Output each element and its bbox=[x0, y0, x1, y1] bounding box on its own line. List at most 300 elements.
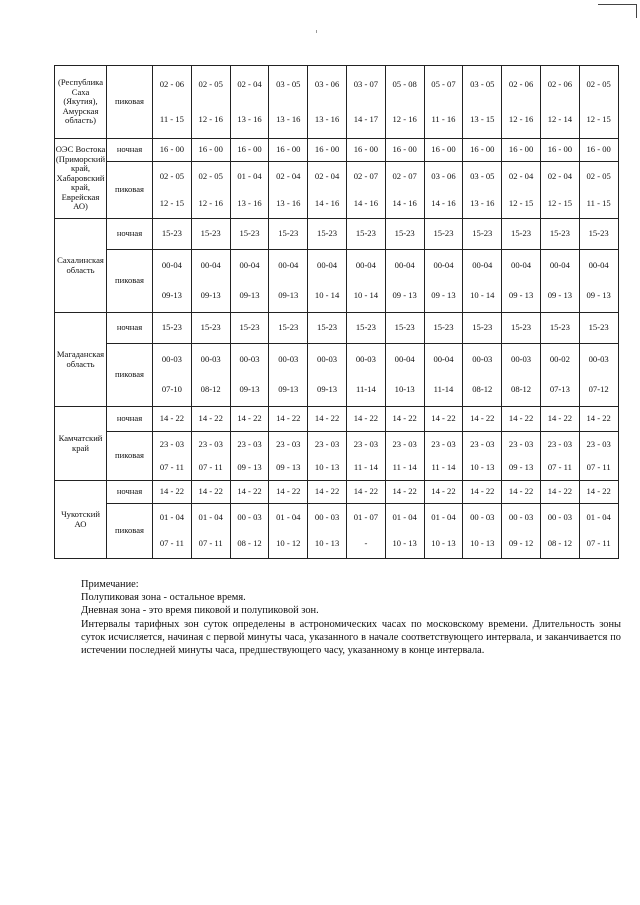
interval-cell bbox=[269, 162, 308, 219]
interval-value: 07 - 11 bbox=[586, 461, 611, 472]
interval-value: 10 - 13 bbox=[431, 538, 456, 549]
interval-cell bbox=[191, 162, 230, 219]
interval-cell bbox=[230, 313, 269, 344]
interval-value: 00 - 03 bbox=[508, 512, 534, 523]
interval-value: 14 - 22 bbox=[392, 413, 417, 424]
interval-value: 15-23 bbox=[239, 228, 260, 239]
interval-value: 23 - 03 bbox=[547, 438, 573, 449]
interval-value: 03 - 07 bbox=[353, 78, 379, 89]
interval-cell bbox=[308, 250, 347, 313]
table-row bbox=[55, 432, 619, 481]
interval-value: 14 - 22 bbox=[276, 413, 301, 424]
interval-cell bbox=[308, 139, 347, 162]
interval-value: 01 - 04 bbox=[392, 512, 417, 523]
interval-value: 16 - 00 bbox=[353, 144, 379, 155]
interval-value: 09 - 13 bbox=[431, 290, 456, 301]
zone-name: пиковая bbox=[107, 504, 153, 559]
interval-value: 02 - 04 bbox=[314, 170, 340, 181]
interval-value: 02 - 04 bbox=[276, 170, 301, 181]
zone-name: пиковая bbox=[107, 250, 153, 313]
interval-cell bbox=[308, 344, 347, 407]
interval-value: 15-23 bbox=[472, 228, 493, 239]
interval-value: 09-13 bbox=[317, 384, 338, 395]
interval-cell bbox=[385, 313, 424, 344]
interval-cell bbox=[191, 313, 230, 344]
region-name: Магаданская область bbox=[55, 313, 107, 407]
interval-cell bbox=[230, 504, 269, 559]
interval-cell bbox=[424, 162, 463, 219]
interval-cell bbox=[346, 250, 385, 313]
table-row bbox=[55, 481, 619, 504]
interval-value: 15-23 bbox=[355, 228, 376, 239]
table-row bbox=[55, 250, 619, 313]
interval-value: 02 - 04 bbox=[508, 170, 534, 181]
interval-value: 16 - 00 bbox=[392, 144, 417, 155]
region-name: Чукотский АО bbox=[55, 481, 107, 559]
interval-value: 12 - 15 bbox=[547, 197, 573, 208]
interval-cell bbox=[191, 432, 230, 481]
interval-cell bbox=[230, 66, 269, 139]
interval-value: 16 - 00 bbox=[586, 144, 611, 155]
interval-value: 13 - 16 bbox=[470, 197, 495, 208]
interval-cell bbox=[269, 219, 308, 250]
interval-value: 10 - 12 bbox=[276, 538, 301, 549]
interval-value: 16 - 00 bbox=[431, 144, 456, 155]
region-name: Сахалинская область bbox=[55, 219, 107, 313]
interval-value: 15-23 bbox=[161, 322, 182, 333]
interval-cell bbox=[346, 504, 385, 559]
interval-value: 00-04 bbox=[317, 260, 338, 271]
interval-cell bbox=[269, 344, 308, 407]
interval-cell bbox=[579, 219, 618, 250]
interval-value: 00-04 bbox=[511, 260, 532, 271]
interval-value: 03 - 05 bbox=[276, 78, 301, 89]
interval-value: 10 - 13 bbox=[314, 461, 340, 472]
interval-value: 00 - 03 bbox=[470, 512, 495, 523]
interval-cell bbox=[191, 407, 230, 432]
interval-cell bbox=[346, 344, 385, 407]
interval-value: 00-04 bbox=[433, 260, 454, 271]
interval-cell bbox=[153, 219, 192, 250]
interval-value: 09-13 bbox=[239, 384, 260, 395]
interval-value: 09 - 13 bbox=[392, 290, 417, 301]
interval-value: 14 - 22 bbox=[508, 413, 534, 424]
interval-value: 07-10 bbox=[161, 384, 182, 395]
interval-value: 16 - 00 bbox=[470, 144, 495, 155]
interval-value: 12 - 15 bbox=[586, 113, 611, 124]
interval-value: 01 - 04 bbox=[431, 512, 456, 523]
interval-cell bbox=[346, 219, 385, 250]
interval-value: 15-23 bbox=[161, 228, 182, 239]
interval-cell bbox=[540, 344, 579, 407]
interval-value: 14 - 22 bbox=[547, 486, 573, 497]
interval-value: 10 - 13 bbox=[470, 538, 495, 549]
interval-value: 23 - 03 bbox=[159, 438, 185, 449]
interval-cell bbox=[579, 162, 618, 219]
interval-value: 15-23 bbox=[549, 228, 570, 239]
interval-cell bbox=[463, 139, 502, 162]
interval-value: 00-03 bbox=[511, 354, 532, 365]
interval-cell bbox=[153, 481, 192, 504]
interval-cell bbox=[540, 313, 579, 344]
interval-value: 00-04 bbox=[433, 354, 454, 365]
table-row bbox=[55, 313, 619, 344]
interval-cell bbox=[191, 139, 230, 162]
interval-value: 15-23 bbox=[588, 228, 609, 239]
interval-value: 09 - 13 bbox=[237, 461, 262, 472]
interval-value: 09-13 bbox=[278, 384, 299, 395]
interval-value: 00-04 bbox=[549, 260, 570, 271]
interval-value: 00-03 bbox=[588, 354, 609, 365]
interval-value: 16 - 00 bbox=[159, 144, 185, 155]
interval-value: 11-14 bbox=[433, 384, 454, 395]
interval-cell bbox=[153, 162, 192, 219]
notes-block bbox=[81, 578, 621, 657]
interval-cell bbox=[424, 504, 463, 559]
interval-value: 23 - 03 bbox=[508, 438, 534, 449]
interval-cell bbox=[153, 504, 192, 559]
interval-value: 07 - 11 bbox=[198, 461, 223, 472]
interval-cell bbox=[308, 162, 347, 219]
interval-value: 16 - 00 bbox=[508, 144, 534, 155]
interval-cell bbox=[346, 407, 385, 432]
interval-value: 02 - 06 bbox=[159, 78, 185, 89]
interval-value: 12 - 16 bbox=[198, 113, 223, 124]
interval-cell bbox=[579, 139, 618, 162]
interval-value: 14 - 16 bbox=[431, 197, 456, 208]
interval-value: 00-04 bbox=[278, 260, 299, 271]
interval-value: 00 - 03 bbox=[547, 512, 573, 523]
interval-value: 15-23 bbox=[433, 228, 454, 239]
interval-value: 12 - 15 bbox=[508, 197, 534, 208]
table-row bbox=[55, 66, 619, 139]
interval-value: 10 - 13 bbox=[314, 538, 340, 549]
interval-value: 09-13 bbox=[161, 290, 182, 301]
interval-value: 09-13 bbox=[278, 290, 299, 301]
interval-value: 00-03 bbox=[239, 354, 260, 365]
interval-value: 15-23 bbox=[511, 228, 532, 239]
interval-value: 02 - 07 bbox=[353, 170, 379, 181]
interval-cell bbox=[424, 344, 463, 407]
interval-value: 09 - 13 bbox=[586, 290, 611, 301]
interval-value: 14 - 22 bbox=[586, 413, 611, 424]
interval-value: 14 - 22 bbox=[431, 486, 456, 497]
interval-value: 15-23 bbox=[355, 322, 376, 333]
interval-value: 02 - 05 bbox=[586, 78, 611, 89]
interval-cell bbox=[346, 162, 385, 219]
interval-value: 01 - 07 bbox=[353, 512, 379, 523]
notes-title: Примечание: bbox=[81, 579, 139, 590]
interval-cell bbox=[424, 250, 463, 313]
interval-cell bbox=[579, 504, 618, 559]
interval-cell bbox=[346, 66, 385, 139]
interval-cell bbox=[502, 407, 541, 432]
interval-cell bbox=[191, 250, 230, 313]
interval-cell bbox=[540, 481, 579, 504]
interval-cell bbox=[463, 313, 502, 344]
interval-cell bbox=[579, 344, 618, 407]
interval-cell bbox=[308, 66, 347, 139]
interval-cell bbox=[191, 66, 230, 139]
interval-cell bbox=[191, 219, 230, 250]
interval-value: 10 - 14 bbox=[314, 290, 340, 301]
interval-value: 09 - 13 bbox=[508, 290, 534, 301]
interval-cell bbox=[346, 481, 385, 504]
interval-value: 00-02 bbox=[549, 354, 570, 365]
table-row bbox=[55, 219, 619, 250]
interval-value: 08-12 bbox=[511, 384, 532, 395]
interval-cell bbox=[463, 481, 502, 504]
interval-cell bbox=[308, 313, 347, 344]
interval-cell bbox=[463, 432, 502, 481]
interval-value: 11 - 14 bbox=[353, 461, 378, 472]
interval-value: 02 - 05 bbox=[198, 170, 223, 181]
table-row bbox=[55, 139, 619, 162]
interval-value: 00-04 bbox=[239, 260, 260, 271]
interval-value: 00 - 03 bbox=[237, 512, 262, 523]
interval-value: 07 - 11 bbox=[547, 461, 572, 472]
interval-cell bbox=[153, 344, 192, 407]
interval-value: 14 - 22 bbox=[159, 486, 185, 497]
interval-value: 00-04 bbox=[161, 260, 182, 271]
interval-value: 09-13 bbox=[200, 290, 221, 301]
interval-value: 13 - 15 bbox=[470, 113, 495, 124]
interval-value: 15-23 bbox=[317, 228, 338, 239]
interval-value: 11-14 bbox=[356, 384, 376, 395]
interval-cell bbox=[579, 407, 618, 432]
interval-cell bbox=[502, 162, 541, 219]
interval-cell bbox=[230, 407, 269, 432]
interval-value: 08-12 bbox=[200, 384, 221, 395]
interval-value: 11 - 14 bbox=[392, 461, 417, 472]
interval-cell bbox=[502, 139, 541, 162]
interval-value: 05 - 07 bbox=[431, 78, 456, 89]
interval-value: 00-03 bbox=[200, 354, 221, 365]
interval-cell bbox=[463, 344, 502, 407]
interval-value: 12 - 15 bbox=[159, 197, 185, 208]
interval-cell bbox=[424, 313, 463, 344]
interval-value: 00-04 bbox=[200, 260, 221, 271]
interval-cell bbox=[230, 219, 269, 250]
interval-value: 13 - 16 bbox=[237, 113, 262, 124]
interval-value: 14 - 22 bbox=[586, 486, 611, 497]
interval-cell bbox=[385, 139, 424, 162]
interval-cell bbox=[230, 139, 269, 162]
interval-cell bbox=[269, 432, 308, 481]
zone-name: ночная bbox=[107, 481, 153, 504]
interval-cell bbox=[540, 139, 579, 162]
notes-line-intervals: Интервалы тарифных зон суток определены в астрономических часах по московскому времени. Длительность зоны суток исчисляется, начиная с первой минуты часа, указанного в начале соответствующего интервала, и заканчивается по истечении последней минуты часа, предшествующего часу, указанному в конце интервала. bbox=[81, 618, 621, 657]
interval-value: 15-23 bbox=[511, 322, 532, 333]
interval-cell bbox=[463, 66, 502, 139]
interval-cell bbox=[579, 250, 618, 313]
interval-value: 23 - 03 bbox=[586, 438, 611, 449]
interval-cell bbox=[230, 432, 269, 481]
interval-cell bbox=[191, 481, 230, 504]
page-corner-mark-vertical bbox=[636, 4, 637, 18]
interval-cell bbox=[385, 250, 424, 313]
interval-value: 02 - 06 bbox=[547, 78, 573, 89]
interval-value: 01 - 04 bbox=[276, 512, 301, 523]
interval-value: 23 - 03 bbox=[470, 438, 495, 449]
interval-cell bbox=[153, 139, 192, 162]
interval-cell bbox=[540, 432, 579, 481]
interval-cell bbox=[269, 66, 308, 139]
interval-value: 02 - 05 bbox=[159, 170, 185, 181]
zone-name: ночная bbox=[107, 139, 153, 162]
interval-value: 01 - 04 bbox=[237, 170, 262, 181]
interval-value: 12 - 16 bbox=[508, 113, 534, 124]
interval-value: 03 - 06 bbox=[314, 78, 340, 89]
interval-value: 13 - 16 bbox=[276, 197, 301, 208]
interval-value: 16 - 00 bbox=[314, 144, 340, 155]
interval-cell bbox=[385, 504, 424, 559]
interval-value: 15-23 bbox=[278, 228, 299, 239]
interval-cell bbox=[463, 504, 502, 559]
zone-name: ночная bbox=[107, 219, 153, 250]
interval-value: 23 - 03 bbox=[353, 438, 379, 449]
interval-value: 00-04 bbox=[472, 260, 493, 271]
interval-cell bbox=[502, 250, 541, 313]
interval-cell bbox=[269, 139, 308, 162]
interval-cell bbox=[385, 219, 424, 250]
interval-value: 08-12 bbox=[472, 384, 493, 395]
interval-value: 14 - 22 bbox=[314, 413, 340, 424]
interval-value: 02 - 04 bbox=[547, 170, 573, 181]
interval-value: 11 - 14 bbox=[431, 461, 456, 472]
interval-value: 07 - 11 bbox=[198, 538, 223, 549]
interval-value: 12 - 16 bbox=[392, 113, 417, 124]
interval-value: 07 - 11 bbox=[159, 461, 184, 472]
interval-value: 08 - 12 bbox=[237, 538, 262, 549]
interval-value: 14 - 22 bbox=[392, 486, 417, 497]
region-name: ОЭС Востока (Приморский край, Хабаровский край, Еврейская АО) bbox=[55, 139, 107, 219]
interval-cell bbox=[540, 162, 579, 219]
zone-name: ночная bbox=[107, 313, 153, 344]
interval-cell bbox=[424, 481, 463, 504]
interval-value: 15-23 bbox=[200, 322, 221, 333]
interval-value: 00-04 bbox=[355, 260, 376, 271]
interval-value: 14 - 22 bbox=[547, 413, 573, 424]
interval-value: 15-23 bbox=[200, 228, 221, 239]
interval-value: 14 - 22 bbox=[470, 413, 495, 424]
interval-value: 05 - 08 bbox=[392, 78, 417, 89]
interval-value: 23 - 03 bbox=[198, 438, 223, 449]
interval-cell bbox=[269, 481, 308, 504]
interval-cell bbox=[230, 162, 269, 219]
interval-cell bbox=[153, 250, 192, 313]
interval-value: 23 - 03 bbox=[431, 438, 456, 449]
zone-name: ночная bbox=[107, 407, 153, 432]
interval-cell bbox=[424, 139, 463, 162]
interval-value: 00-04 bbox=[588, 260, 609, 271]
interval-cell bbox=[153, 407, 192, 432]
interval-value: 03 - 05 bbox=[470, 170, 495, 181]
interval-value: 02 - 06 bbox=[508, 78, 534, 89]
table-row bbox=[55, 162, 619, 219]
scan-mark bbox=[316, 30, 317, 33]
zone-name: пиковая bbox=[107, 66, 153, 139]
interval-value: 07-12 bbox=[588, 384, 609, 395]
table-row bbox=[55, 407, 619, 432]
interval-value: 02 - 07 bbox=[392, 170, 417, 181]
interval-value: 00-04 bbox=[394, 354, 415, 365]
interval-value: 16 - 00 bbox=[198, 144, 223, 155]
region-name: (Республика Саха (Якутия), Амурская область) bbox=[55, 66, 107, 139]
interval-cell bbox=[579, 481, 618, 504]
interval-value: 14 - 22 bbox=[198, 486, 223, 497]
zone-name: пиковая bbox=[107, 432, 153, 481]
interval-cell bbox=[308, 407, 347, 432]
interval-value: 15-23 bbox=[588, 322, 609, 333]
interval-cell bbox=[540, 66, 579, 139]
interval-cell bbox=[424, 432, 463, 481]
interval-value: 11 - 16 bbox=[431, 113, 456, 124]
notes-line-day-zone: Дневная зона - это время пиковой и полупиковой зон. bbox=[81, 605, 319, 617]
interval-cell bbox=[230, 250, 269, 313]
interval-cell bbox=[385, 481, 424, 504]
interval-cell bbox=[153, 66, 192, 139]
interval-value: 01 - 04 bbox=[198, 512, 223, 523]
interval-value: 14 - 22 bbox=[314, 486, 340, 497]
interval-value: 23 - 03 bbox=[276, 438, 301, 449]
interval-cell bbox=[540, 504, 579, 559]
tariff-zones-table bbox=[54, 65, 619, 559]
interval-value: 01 - 04 bbox=[586, 512, 611, 523]
interval-cell bbox=[579, 432, 618, 481]
interval-value: 00-03 bbox=[278, 354, 299, 365]
table-row bbox=[55, 504, 619, 559]
interval-value: 10 - 14 bbox=[470, 290, 495, 301]
interval-cell bbox=[424, 219, 463, 250]
interval-cell bbox=[346, 313, 385, 344]
region-name: Камчатский край bbox=[55, 407, 107, 481]
interval-cell bbox=[346, 432, 385, 481]
interval-value: 00-03 bbox=[161, 354, 182, 365]
interval-cell bbox=[269, 407, 308, 432]
interval-cell bbox=[269, 250, 308, 313]
interval-value: 14 - 17 bbox=[353, 113, 379, 124]
interval-cell bbox=[191, 504, 230, 559]
interval-value: 15-23 bbox=[433, 322, 454, 333]
interval-value: - bbox=[364, 538, 368, 549]
interval-cell bbox=[463, 407, 502, 432]
interval-value: 02 - 05 bbox=[586, 170, 611, 181]
interval-cell bbox=[385, 66, 424, 139]
interval-value: 00-03 bbox=[472, 354, 493, 365]
interval-cell bbox=[502, 481, 541, 504]
interval-value: 15-23 bbox=[278, 322, 299, 333]
interval-value: 15-23 bbox=[394, 228, 415, 239]
interval-value: 00-04 bbox=[394, 260, 415, 271]
interval-cell bbox=[502, 344, 541, 407]
interval-value: 11 - 15 bbox=[586, 197, 611, 208]
interval-value: 12 - 16 bbox=[198, 197, 223, 208]
interval-value: 14 - 22 bbox=[159, 413, 185, 424]
interval-value: 01 - 04 bbox=[159, 512, 185, 523]
interval-value: 09 - 13 bbox=[547, 290, 573, 301]
interval-value: 23 - 03 bbox=[237, 438, 262, 449]
interval-value: 11 - 15 bbox=[159, 113, 184, 124]
zone-name: пиковая bbox=[107, 344, 153, 407]
interval-value: 03 - 05 bbox=[470, 78, 495, 89]
interval-value: 02 - 04 bbox=[237, 78, 262, 89]
interval-value: 15-23 bbox=[549, 322, 570, 333]
interval-value: 16 - 00 bbox=[276, 144, 301, 155]
interval-value: 14 - 22 bbox=[198, 413, 223, 424]
interval-cell bbox=[463, 250, 502, 313]
interval-value: 14 - 22 bbox=[353, 413, 379, 424]
